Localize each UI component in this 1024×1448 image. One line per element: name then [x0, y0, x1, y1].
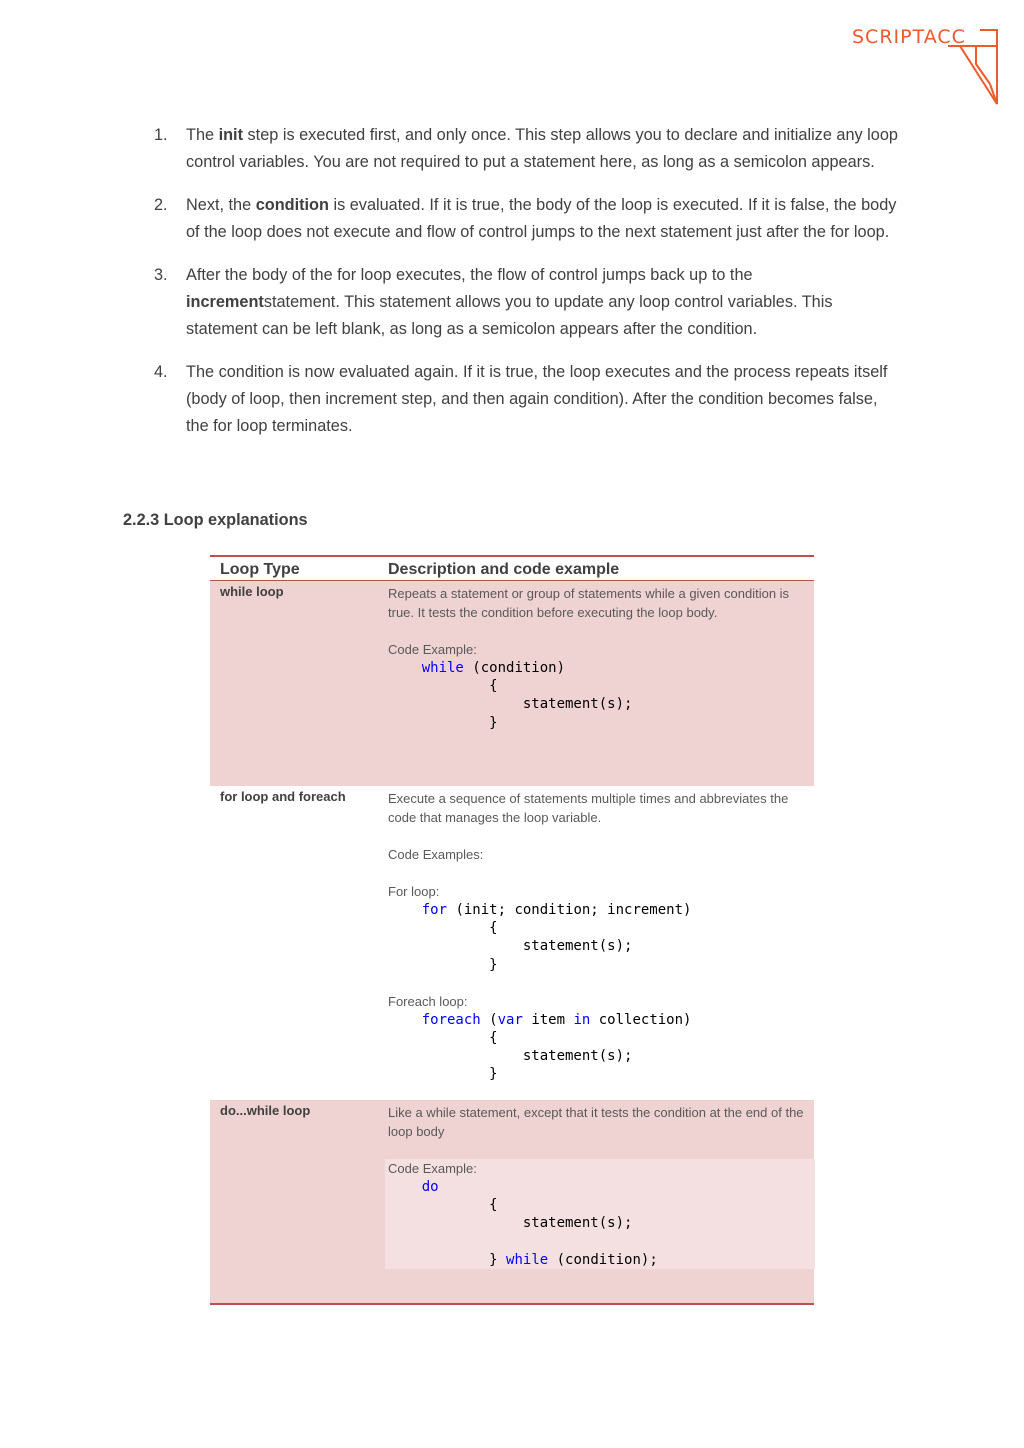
step-text-pre: The condition is now evaluated again. If it is true, the loop executes and the process repeats itself (body of loop, then increment step, and then again condition). After the condition becomes false, the for loop terminates. [186, 363, 888, 435]
code-block [388, 1178, 815, 1269]
description-text: Execute a sequence of statements multiple times and abbreviates the code that manages the loop variable. [388, 791, 789, 825]
code-label: Code Example: [388, 1161, 477, 1176]
step-text-pre: Next, the [186, 196, 256, 214]
list-item [154, 262, 904, 343]
code-text: ( [480, 1011, 498, 1028]
description-text: Repeats a statement or group of statements while a given condition is true. It tests the condition before executing the loop body. [388, 586, 790, 620]
loop-description [388, 1100, 808, 1303]
code-block [388, 1011, 808, 1084]
step-text-pre: The [186, 126, 219, 144]
code-block [388, 901, 808, 974]
code-text: { [489, 920, 498, 937]
loop-description [388, 786, 808, 1100]
code-text: } [489, 1251, 498, 1268]
foreach-label: Foreach loop: [388, 993, 468, 1009]
list-item [154, 192, 904, 246]
keyword: while [421, 660, 464, 676]
step-number: 1. [154, 126, 168, 144]
code-text: statement(s); [522, 938, 633, 955]
code-text: (condition) [463, 660, 566, 676]
code-block [388, 659, 808, 732]
loop-type: while loop [220, 584, 284, 599]
keyword: do [421, 1179, 439, 1195]
loop-type: for loop and foreach [220, 789, 346, 804]
step-text-post: is evaluated. If it is true, the body of the loop is executed. If it is false, the body of the loop does not execute and flow of control jumps to the next statement just after the for loop. [186, 196, 897, 241]
code-text: statement(s); [522, 1215, 633, 1232]
code-example-highlight [385, 1159, 815, 1269]
step-number: 4. [154, 363, 168, 381]
table-row [210, 786, 814, 1100]
step-term: init [218, 126, 244, 144]
list-item [154, 359, 904, 440]
keyword: var [497, 1011, 523, 1028]
code-text: { [489, 1197, 498, 1214]
code-text: (condition); [548, 1251, 658, 1268]
keyword: foreach [421, 1011, 481, 1028]
code-text: statement(s); [522, 1048, 633, 1065]
code-text: { [489, 678, 498, 695]
section-heading: 2.2.3 Loop explanations [123, 511, 308, 529]
for-label: For loop: [388, 884, 440, 899]
code-label: Code Examples: [388, 847, 484, 862]
list-item [154, 122, 904, 176]
table-row [210, 1100, 814, 1303]
step-text-post: statement. This statement allows you to update any loop control variables. This statement can be left blank, as long as a semicolon appears after the condition. [186, 293, 833, 338]
code-text: } [489, 956, 498, 973]
logo-wordmark: SCRIPTACC [852, 26, 966, 48]
keyword: for [421, 902, 448, 918]
keyword: in [573, 1011, 591, 1028]
loop-description [388, 581, 808, 786]
table-row [210, 581, 814, 786]
step-text-pre: After the body of the for loop executes, the flow of control jumps back up to the [186, 266, 753, 284]
code-text: } [489, 1066, 498, 1083]
code-text: statement(s); [522, 696, 633, 713]
code-text: { [489, 1030, 498, 1047]
header-loop-type: Loop Type [220, 561, 300, 578]
step-number: 3. [154, 266, 168, 284]
code-text: (init; condition; increment) [447, 902, 692, 918]
code-text: } [489, 714, 498, 731]
keyword: while [506, 1251, 549, 1268]
description-text: Like a while statement, except that it tests the condition at the end of the loop body [388, 1105, 804, 1139]
table-header [210, 557, 814, 581]
logo-mark-icon [850, 24, 1000, 108]
header-description: Description and code example [388, 561, 620, 578]
code-label: Code Example: [388, 642, 477, 657]
code-text: item [522, 1011, 574, 1028]
step-text-post: step is executed first, and only once. This step allows you to declare and initialize any loop control variables. You are not required to put a statement here, as long as a semicolon appears. [186, 126, 898, 171]
scriptacc-logo [850, 24, 1000, 108]
steps-list [154, 122, 904, 456]
step-number: 2. [154, 196, 168, 214]
step-term: condition [255, 196, 329, 214]
code-text: collection) [590, 1011, 692, 1028]
step-term: increment [186, 293, 264, 311]
loop-table [210, 555, 814, 1305]
loop-type: do...while loop [220, 1103, 311, 1118]
